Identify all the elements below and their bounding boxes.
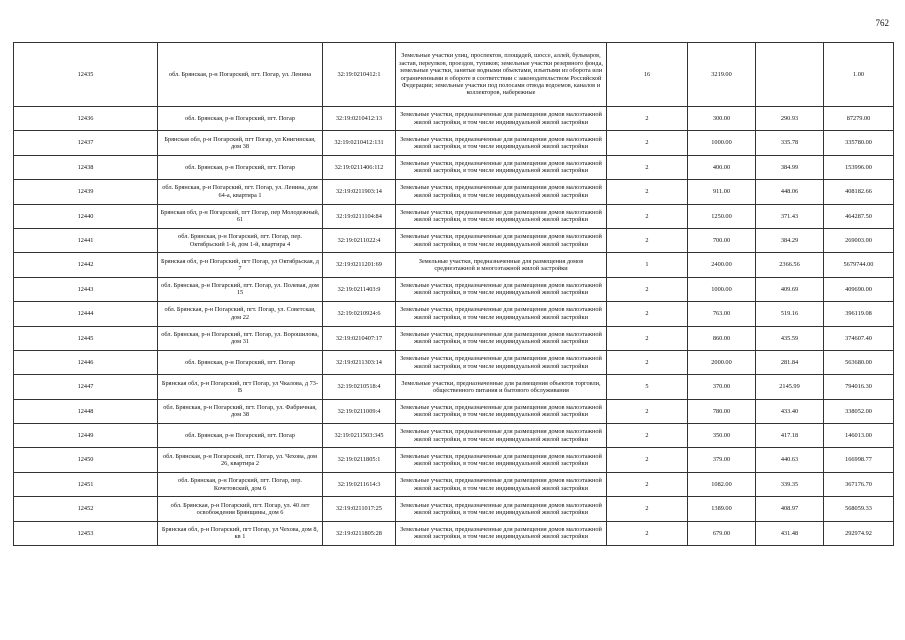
specific-value-cell: 2366.56 <box>756 253 824 277</box>
cadastral-number-cell: 32:19:0211805:1 <box>323 448 396 472</box>
row-id-cell: 12445 <box>14 326 158 350</box>
row-id-cell: 12448 <box>14 399 158 423</box>
row-id-cell: 12452 <box>14 497 158 521</box>
cadastral-value-cell: 1.00 <box>824 43 894 107</box>
cadastral-value-cell: 153996.00 <box>824 155 894 179</box>
cadastral-number-cell: 32:19:0211903:14 <box>323 180 396 204</box>
specific-value-cell: 440.63 <box>756 448 824 472</box>
cadastral-number-cell: 32:19:0211201:69 <box>323 253 396 277</box>
specific-value-cell: 433.40 <box>756 399 824 423</box>
area-cell: 911.00 <box>688 180 756 204</box>
address-cell: обл. Брянская, р-н Погарский, пгт. Погар <box>158 107 323 131</box>
use-group-cell: 2 <box>607 497 688 521</box>
cadastral-number-cell: 32:19:0211614:3 <box>323 472 396 496</box>
cadastral-number-cell: 32:19:0210412:13 <box>323 107 396 131</box>
row-id-cell: 12444 <box>14 302 158 326</box>
use-group-cell: 2 <box>607 350 688 374</box>
area-cell: 763.00 <box>688 302 756 326</box>
row-id-cell: 12440 <box>14 204 158 228</box>
specific-value-cell: 435.59 <box>756 326 824 350</box>
use-group-cell: 2 <box>607 155 688 179</box>
address-cell: Брянская обл, р-н Погарский, пгт Погар, ул Чехова, дом 8, кв 1 <box>158 521 323 545</box>
cadastral-value-cell: 338052.00 <box>824 399 894 423</box>
address-cell: обл. Брянская, р-н Погарский, пгт. Погар, ул. Полевая, дом 15 <box>158 277 323 301</box>
use-group-cell: 2 <box>607 326 688 350</box>
cadastral-number-cell: 32:19:0211104:84 <box>323 204 396 228</box>
table-row <box>14 277 894 301</box>
address-cell: обл. Брянская, р-н Погарский, пгт. Погар, ул. 40 лет освобождения Брянщины, дом 6 <box>158 497 323 521</box>
specific-value-cell: 339.35 <box>756 472 824 496</box>
cadastral-value-cell: 367176.70 <box>824 472 894 496</box>
specific-value-cell: 431.48 <box>756 521 824 545</box>
row-id-cell: 12447 <box>14 375 158 399</box>
table-row <box>14 228 894 252</box>
cadastral-value-cell: 292974.92 <box>824 521 894 545</box>
row-id-cell: 12446 <box>14 350 158 374</box>
cadastral-number-cell: 32:19:0210518:4 <box>323 375 396 399</box>
land-use-description-cell: Земельные участки, предназначенные для размещения домов малоэтажной жилой застройки, в том числе индивидуальной жилой застройки <box>396 424 607 448</box>
use-group-cell: 2 <box>607 107 688 131</box>
area-cell: 379.00 <box>688 448 756 472</box>
address-cell: обл. Брянская, р-н Погарский, пгт. Погар, ул. Ленина <box>158 43 323 107</box>
address-cell: обл. Брянская, р-н Погарский, пгт. Погар, ул. Советская, дом 22 <box>158 302 323 326</box>
use-group-cell: 5 <box>607 375 688 399</box>
area-cell: 2000.00 <box>688 350 756 374</box>
cadastral-number-cell: 32:19:0210407:17 <box>323 326 396 350</box>
address-cell: обл. Брянская, р-н Погарский, пгт. Погар, пер. Кочетовский, дом 6 <box>158 472 323 496</box>
cadastral-number-cell: 32:19:0211805:28 <box>323 521 396 545</box>
area-cell: 400.00 <box>688 155 756 179</box>
land-use-description-cell: Земельные участки, предназначенные для размещения домов малоэтажной жилой застройки, в том числе индивидуальной жилой застройки <box>396 131 607 155</box>
land-use-description-cell: Земельные участки, предназначенные для размещения домов малоэтажной жилой застройки, в том числе индивидуальной жилой застройки <box>396 350 607 374</box>
cadastral-value-cell: 794016.30 <box>824 375 894 399</box>
cadastral-value-cell: 563680.00 <box>824 350 894 374</box>
specific-value-cell: 448.06 <box>756 180 824 204</box>
table-row <box>14 375 894 399</box>
use-group-cell: 2 <box>607 302 688 326</box>
area-cell: 370.00 <box>688 375 756 399</box>
table-row <box>14 424 894 448</box>
row-id-cell: 12435 <box>14 43 158 107</box>
table-row <box>14 107 894 131</box>
area-cell: 1000.00 <box>688 131 756 155</box>
land-use-description-cell: Земельные участки, предназначенные для размещения домов малоэтажной жилой застройки, в том числе индивидуальной жилой застройки <box>396 326 607 350</box>
address-cell: обл. Брянская, р-н Погарский, пгт. Погар, ул. Ворошилова, дом 31 <box>158 326 323 350</box>
table-row <box>14 204 894 228</box>
area-cell: 780.00 <box>688 399 756 423</box>
land-use-description-cell: Земельные участки, предназначенные для размещения домов малоэтажной жилой застройки, в том числе индивидуальной жилой застройки <box>396 228 607 252</box>
table-row <box>14 521 894 545</box>
address-cell: обл. Брянская, р-н Погарский, пгт. Погар, пер. Октябрьский 1-й, дом 1-й, квартира 4 <box>158 228 323 252</box>
area-cell: 860.00 <box>688 326 756 350</box>
table-row <box>14 472 894 496</box>
cadastral-value-cell: 87279.00 <box>824 107 894 131</box>
land-use-description-cell: Земельные участки, предназначенные для размещения домов среднеэтажной и многоэтажной жилой застройки <box>396 253 607 277</box>
land-use-description-cell: Земельные участки, предназначенные для размещения домов малоэтажной жилой застройки, в том числе индивидуальной жилой застройки <box>396 155 607 179</box>
cadastral-number-cell: 32:19:0211022:4 <box>323 228 396 252</box>
specific-value-cell: 371.43 <box>756 204 824 228</box>
land-use-description-cell: Земельные участки, предназначенные для размещения домов малоэтажной жилой застройки, в том числе индивидуальной жилой застройки <box>396 107 607 131</box>
use-group-cell: 2 <box>607 180 688 204</box>
table-row <box>14 155 894 179</box>
area-cell: 1250.00 <box>688 204 756 228</box>
use-group-cell: 2 <box>607 228 688 252</box>
specific-value-cell: 384.99 <box>756 155 824 179</box>
cadastral-number-cell: 32:19:0211403:9 <box>323 277 396 301</box>
cadastral-value-cell: 464287.50 <box>824 204 894 228</box>
table-row <box>14 253 894 277</box>
table-row <box>14 180 894 204</box>
specific-value-cell: 335.78 <box>756 131 824 155</box>
table-row <box>14 131 894 155</box>
row-id-cell: 12443 <box>14 277 158 301</box>
address-cell: Брянская обл, р-н Погарский, пгт Погар, ул Октябрьская, д 7 <box>158 253 323 277</box>
cadastral-value-cell: 568059.33 <box>824 497 894 521</box>
address-cell: Брянская обл, р-н Погарский, пгт Погар, пер Молодежный, 61 <box>158 204 323 228</box>
specific-value-cell: 417.18 <box>756 424 824 448</box>
row-id-cell: 12437 <box>14 131 158 155</box>
specific-value-cell: 281.84 <box>756 350 824 374</box>
cadastral-value-cell: 166998.77 <box>824 448 894 472</box>
table-row <box>14 497 894 521</box>
cadastral-value-cell: 335780.00 <box>824 131 894 155</box>
row-id-cell: 12442 <box>14 253 158 277</box>
table-row <box>14 399 894 423</box>
table-row <box>14 326 894 350</box>
cadastral-value-table <box>13 42 894 546</box>
specific-value-cell: 290.93 <box>756 107 824 131</box>
land-use-description-cell: Земельные участки, предназначенные для размещения домов малоэтажной жилой застройки, в том числе индивидуальной жилой застройки <box>396 180 607 204</box>
cadastral-value-cell: 269003.00 <box>824 228 894 252</box>
cadastral-number-cell: 32:19:0211406:112 <box>323 155 396 179</box>
land-use-description-cell: Земельные участки, предназначенные для размещения домов малоэтажной жилой застройки, в том числе индивидуальной жилой застройки <box>396 204 607 228</box>
address-cell: Брянская обл, р-н Погарский, пгт Погар, ул Чкалова, д 73-В <box>158 375 323 399</box>
land-use-description-cell: Земельные участки, предназначенные для размещения объектов торговли, общественного питания и бытового обслуживания <box>396 375 607 399</box>
cadastral-value-cell: 408182.66 <box>824 180 894 204</box>
area-cell: 679.00 <box>688 521 756 545</box>
land-use-description-cell: Земельные участки улиц, проспектов, площадей, шоссе, аллей, бульваров, застав, переулков, проездов, тупиков; земельные участки резервного фонда, земельные участки, занятые водными объектами, изъятыми из оборота или ограниченными в обороте в соответствии с законодательством Российской Федерации; земельные участки под полосами отвода водоемов, каналов и коллекторов, набережные <box>396 43 607 107</box>
land-use-description-cell: Земельные участки, предназначенные для размещения домов малоэтажной жилой застройки, в том числе индивидуальной жилой застройки <box>396 399 607 423</box>
area-cell: 2400.00 <box>688 253 756 277</box>
address-cell: обл. Брянская, р-н Погарский, пгт. Погар <box>158 155 323 179</box>
row-id-cell: 12439 <box>14 180 158 204</box>
row-id-cell: 12436 <box>14 107 158 131</box>
cadastral-value-cell: 5679744.00 <box>824 253 894 277</box>
use-group-cell: 2 <box>607 424 688 448</box>
land-use-description-cell: Земельные участки, предназначенные для размещения домов малоэтажной жилой застройки, в том числе индивидуальной жилой застройки <box>396 497 607 521</box>
area-cell: 300.00 <box>688 107 756 131</box>
address-cell: Брянская обл, р-н Погарский, пгт Погар, ул Книгинская, дом 38 <box>158 131 323 155</box>
land-use-description-cell: Земельные участки, предназначенные для размещения домов малоэтажной жилой застройки, в том числе индивидуальной жилой застройки <box>396 521 607 545</box>
use-group-cell: 2 <box>607 472 688 496</box>
table-row <box>14 350 894 374</box>
area-cell: 350.00 <box>688 424 756 448</box>
cadastral-value-cell: 396119.08 <box>824 302 894 326</box>
cadastral-value-cell: 146013.00 <box>824 424 894 448</box>
use-group-cell: 2 <box>607 277 688 301</box>
table-row <box>14 43 894 107</box>
area-cell: 700.00 <box>688 228 756 252</box>
specific-value-cell: 408.97 <box>756 497 824 521</box>
row-id-cell: 12450 <box>14 448 158 472</box>
area-cell: 1000.00 <box>688 277 756 301</box>
cadastral-number-cell: 32:19:0211303:14 <box>323 350 396 374</box>
cadastral-number-cell: 32:19:0210924:6 <box>323 302 396 326</box>
specific-value-cell <box>756 43 824 107</box>
use-group-cell: 2 <box>607 131 688 155</box>
use-group-cell: 16 <box>607 43 688 107</box>
row-id-cell: 12451 <box>14 472 158 496</box>
row-id-cell: 12441 <box>14 228 158 252</box>
land-use-description-cell: Земельные участки, предназначенные для размещения домов малоэтажной жилой застройки, в том числе индивидуальной жилой застройки <box>396 302 607 326</box>
cadastral-value-cell: 374607.40 <box>824 326 894 350</box>
land-use-description-cell: Земельные участки, предназначенные для размещения домов малоэтажной жилой застройки, в том числе индивидуальной жилой застройки <box>396 277 607 301</box>
specific-value-cell: 409.69 <box>756 277 824 301</box>
cadastral-number-cell: 32:19:0211017:25 <box>323 497 396 521</box>
cadastral-number-cell: 32:19:0211503:345 <box>323 424 396 448</box>
table-row <box>14 302 894 326</box>
area-cell: 1082.00 <box>688 472 756 496</box>
specific-value-cell: 2145.99 <box>756 375 824 399</box>
specific-value-cell: 519.16 <box>756 302 824 326</box>
address-cell: обл. Брянская, р-н Погарский, пгт. Погар <box>158 350 323 374</box>
table-row <box>14 448 894 472</box>
use-group-cell: 1 <box>607 253 688 277</box>
land-use-description-cell: Земельные участки, предназначенные для размещения домов малоэтажной жилой застройки, в том числе индивидуальной жилой застройки <box>396 472 607 496</box>
specific-value-cell: 384.29 <box>756 228 824 252</box>
address-cell: обл. Брянская, р-н Погарский, пгт. Погар, ул. Фабричная, дом 38 <box>158 399 323 423</box>
address-cell: обл. Брянская, р-н Погарский, пгт. Погар <box>158 424 323 448</box>
use-group-cell: 2 <box>607 521 688 545</box>
address-cell: обл. Брянская, р-н Погарский, пгт. Погар, ул. Ленина, дом 64-а, квартира 1 <box>158 180 323 204</box>
area-cell: 1389.00 <box>688 497 756 521</box>
page-number: 762 <box>875 18 889 28</box>
row-id-cell: 12438 <box>14 155 158 179</box>
row-id-cell: 12453 <box>14 521 158 545</box>
use-group-cell: 2 <box>607 204 688 228</box>
land-use-description-cell: Земельные участки, предназначенные для размещения домов малоэтажной жилой застройки, в том числе индивидуальной жилой застройки <box>396 448 607 472</box>
use-group-cell: 2 <box>607 448 688 472</box>
address-cell: обл. Брянская, р-н Погарский, пгт. Погар, ул. Чехова, дом 26, квартира 2 <box>158 448 323 472</box>
use-group-cell: 2 <box>607 399 688 423</box>
cadastral-value-cell: 409690.00 <box>824 277 894 301</box>
area-cell: 3219.00 <box>688 43 756 107</box>
cadastral-number-cell: 32:19:0210412:1 <box>323 43 396 107</box>
cadastral-number-cell: 32:19:0210412:131 <box>323 131 396 155</box>
row-id-cell: 12449 <box>14 424 158 448</box>
cadastral-number-cell: 32:19:0211009:4 <box>323 399 396 423</box>
